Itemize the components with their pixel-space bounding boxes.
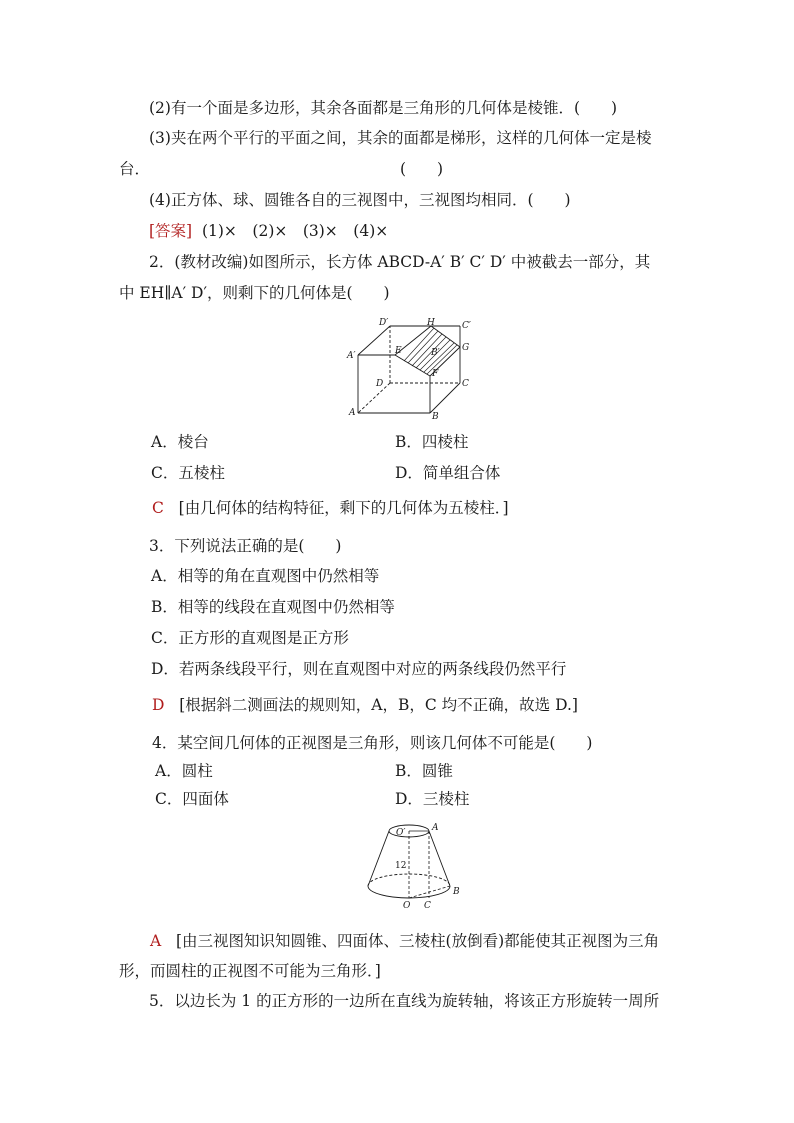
q1-statement-3-line1: (3)夹在两个平行的平面之间，其余的面都是梯形，这样的几何体一定是棱	[149, 129, 652, 147]
q5-stem: 5．以边长为 1 的正方形的一边所在直线为旋转轴，将该正方形旋转一周所	[149, 992, 660, 1010]
label-height: 12	[395, 861, 407, 871]
cone-figure	[360, 818, 470, 912]
q2-stem-line1: 2．(教材改编)如图所示，长方体 ABCD-A′ B′ C′ D′ 中被截去一部分，其	[149, 253, 651, 271]
q3-option-d: D．若两条线段平行，则在直观图中对应的两条线段仍然平行	[151, 660, 567, 678]
label-G: G	[462, 343, 470, 353]
q3-answer	[152, 695, 578, 715]
label-O: O	[403, 901, 411, 911]
q4-stem: 4．某空间几何体的正视图是三角形，则该几何体不可能是( )	[152, 734, 593, 752]
label-F: F	[432, 369, 439, 379]
q3-option-c: C．正方形的直观图是正方形	[151, 629, 349, 647]
q2-answer	[152, 498, 509, 518]
label-Ap: A′	[347, 351, 356, 361]
cuboid-figure	[345, 316, 475, 420]
q2-answer-letter: C	[152, 499, 164, 517]
label-C: C	[462, 379, 469, 389]
label-H: H	[427, 318, 435, 328]
q4-answer-body: [由三视图知识知圆锥、四面体、三棱柱(放倒看)都能使其正视图为三角	[175, 932, 660, 950]
q2-option-b: B．四棱柱	[395, 433, 469, 451]
q4-answer-line1	[150, 931, 659, 951]
q2-option-a: A．棱台	[151, 433, 209, 451]
q1-answer	[149, 221, 388, 241]
label-E: E	[395, 346, 402, 356]
label-B: B	[432, 412, 439, 420]
q4-answer-letter: A	[150, 932, 162, 950]
q1-answer-body: (1)× (2)× (3)× (4)×	[201, 222, 389, 240]
q2-option-d: D．简单组合体	[395, 464, 501, 482]
q3-answer-body: [根据斜二测画法的规则知，A，B，C 均不正确，故选 D.]	[179, 696, 578, 714]
q3-stem: 3．下列说法正确的是( )	[149, 537, 342, 555]
q1-statement-3-bracket: ( )	[400, 160, 444, 178]
label-Dp: D′	[379, 318, 389, 328]
q3-answer-letter: D	[152, 696, 165, 714]
q4-option-c: C．四面体	[155, 790, 229, 808]
q3-option-a: A．相等的角在直观图中仍然相等	[151, 567, 380, 585]
label-Bp: B′	[431, 348, 440, 358]
q1-statement-3-line2: 台．	[119, 160, 151, 178]
q2-answer-body: [由几何体的结构特征，剩下的几何体为五棱柱．]	[178, 499, 509, 517]
q3-option-b: B．相等的线段在直观图中仍然相等	[151, 598, 395, 616]
q4-option-a: A．圆柱	[155, 762, 213, 780]
label-C-cone: C	[424, 901, 431, 911]
q4-option-d: D．三棱柱	[395, 790, 470, 808]
q1-statement-4: (4)正方体、球、圆锥各自的三视图中，三视图均相同．( )	[149, 191, 571, 209]
label-B-cone: B	[453, 887, 460, 897]
q4-option-b: B．圆锥	[395, 762, 453, 780]
q2-option-c: C．五棱柱	[151, 464, 225, 482]
answer-tag: [答案]	[149, 222, 193, 240]
label-Cp: C′	[462, 321, 471, 331]
q4-answer-line2: 形，而圆柱的正视图不可能为三角形．]	[119, 962, 381, 980]
label-A-cone: A	[432, 823, 439, 833]
label-D: D	[376, 379, 384, 389]
label-A: A	[349, 408, 356, 418]
q2-stem-line2: 中 EH∥A′ D′，则剩下的几何体是( )	[119, 284, 390, 302]
q1-statement-2: (2)有一个面是多边形，其余各面都是三角形的几何体是棱锥．( )	[149, 99, 618, 117]
label-Op: O′	[396, 828, 406, 838]
